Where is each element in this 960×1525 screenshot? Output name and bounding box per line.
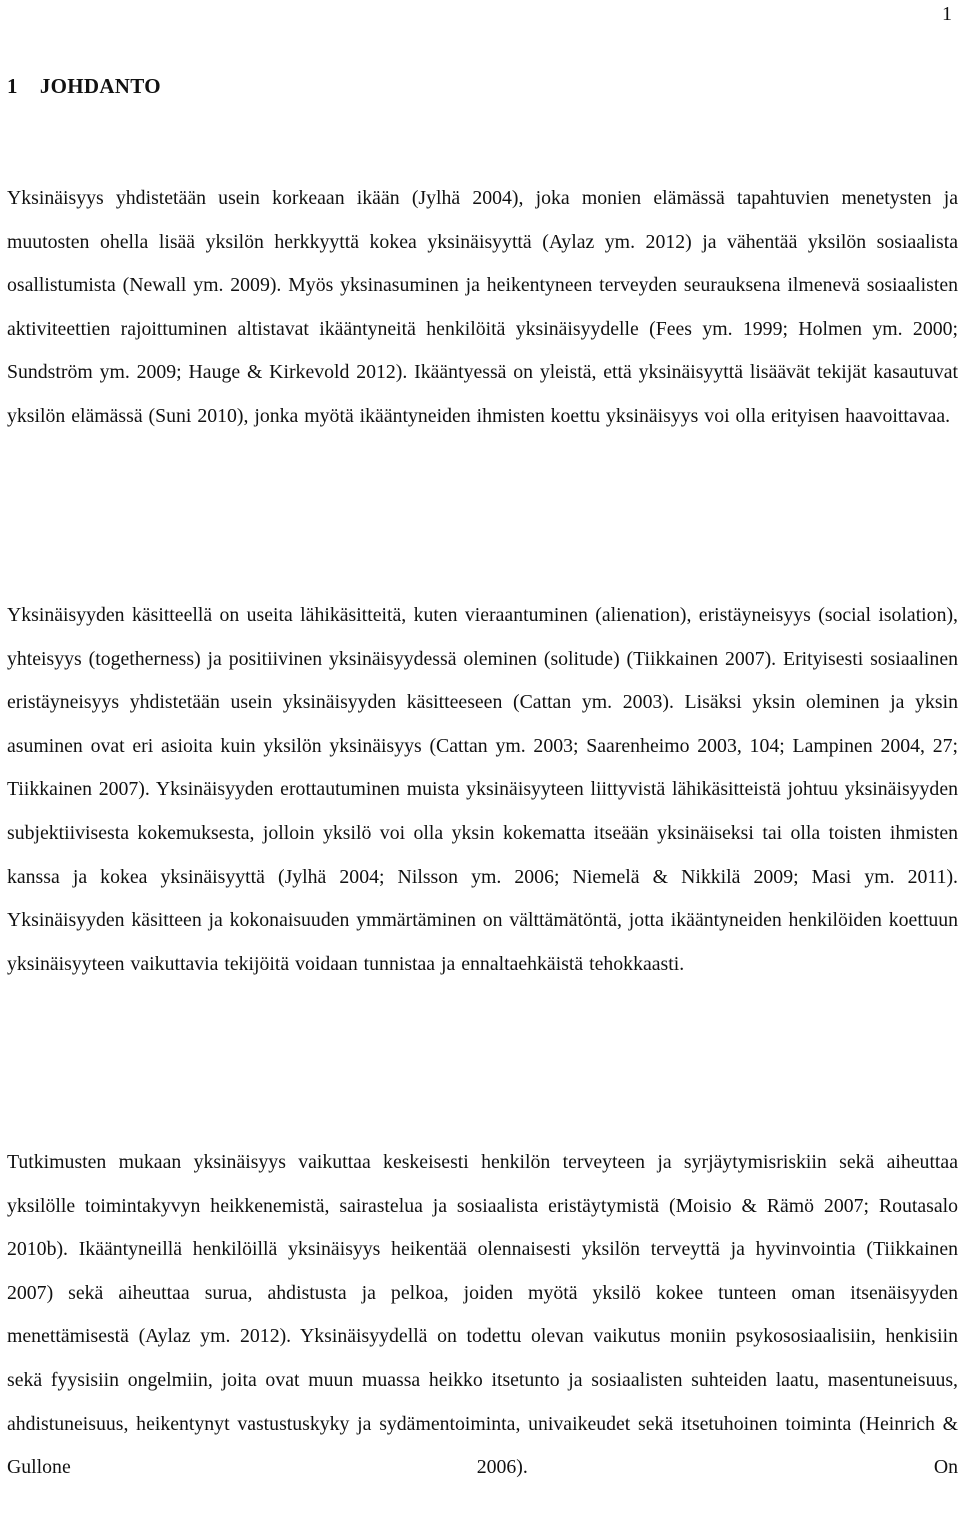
paragraph-2: Yksinäisyyden käsitteellä on useita lähikäsitteitä, kuten vieraantuminen (alienation), eristäyneisyys (social isolation), yhteisyys (togetherness) ja positiivinen yksinäisyydessä oleminen (solitude) (Tiikkainen 2007). Erityisesti sosiaalinen eristäyneisyys yhdistetään usein yksinäisyyden käsitteeseen (Cattan ym. 2003). Lisäksi yksin oleminen ja yksin asuminen ovat eri asioita kuin yksilön yksinäisyys (Cattan ym. 2003; Saarenheimo 2003, 104; Lampinen 2004, 27; Tiikkainen 2007). Yksinäisyyden erottautuminen muista yksinäisyyteen liittyvistä lähikäsitteistä johtuu yksinäisyyden subjektiivisesta kokemuksesta, jolloin yksilö voi olla yksin kokematta itseään yksinäiseksi tai olla toisten ihmisten kanssa ja kokea yksinäisyyttä (Jylhä 2004; Nilsson ym. 2006; Niemelä & Nikkilä 2009; Masi ym. 2011). Yksinäisyyden käsitteen ja kokonaisuuden ymmärtäminen on välttämätöntä, jotta ikääntyneiden henkilöiden koettuun yksinäisyyteen vaikuttavia tekijöitä voidaan tunnistaa ja ennaltaehkäistä tehokkaasti.: [7, 604, 958, 975]
section-title: JOHDANTO: [39, 74, 161, 98]
paragraph-3: Tutkimusten mukaan yksinäisyys vaikuttaa keskeisesti henkilön terveyteen ja syrjäytymisriskiin sekä aiheuttaa yksilölle toimintakyvyn heikkenemistä, sairastelua ja sosiaalista eristäytymistä (Moisio & Rämö 2007; Routasalo 2010b). Ikääntyneillä henkilöillä yksinäisyys heikentää olennaisesti yksilön terveyttä ja hyvinvointia (Tiikkainen 2007) sekä aiheuttaa surua, ahdistusta ja pelkoa, joiden myötä yksilö kokee tunteen oman itsenäisyyden menettämisestä (Aylaz ym. 2012). Yksinäisyydellä on todettu olevan vaikutus moniin psykososiaalisiin, henkisiin sekä fyysisiin ongelmiin, joita ovat muun muassa heikko itsetunto ja sosiaalisten suhteiden laatu, masentuneisuus, ahdistuneisuus, heikentynyt vastustuskyky ja sydämentoiminta, univaikeudet sekä itsetuhoinen toiminta (Heinrich & Gullone 2006). On: [7, 1151, 958, 1479]
paragraph-1: Yksinäisyys yhdistetään usein korkeaan ikään (Jylhä 2004), joka monien elämässä tapahtuvien menetysten ja muutosten ohella lisää yksilön herkkyyttä kokea yksinäisyyttä (Aylaz ym. 2012) ja vähentää yksilön sosiaalista osallistumista (Newall ym. 2009). Myös yksinasuminen ja heikentyneen terveyden seurauksena ilmenevä sosiaalisten aktiviteettien rajoittuminen altistavat ikääntyneitä henkilöitä yksinäisyydelle (Fees ym. 1999; Holmen ym. 2000; Sundström ym. 2009; Hauge & Kirkevold 2012). Ikääntyessä on yleistä, että yksinäisyyttä lisäävät tekijät kasautuvat yksilön elämässä (Suni 2010), jonka myötä ikääntyneiden ihmisten koettu yksinäisyys voi olla erityisen haavoittavaa.: [7, 187, 958, 427]
page-number: 1: [942, 3, 952, 25]
section-heading: [7, 72, 161, 100]
section-number: 1: [7, 74, 18, 98]
